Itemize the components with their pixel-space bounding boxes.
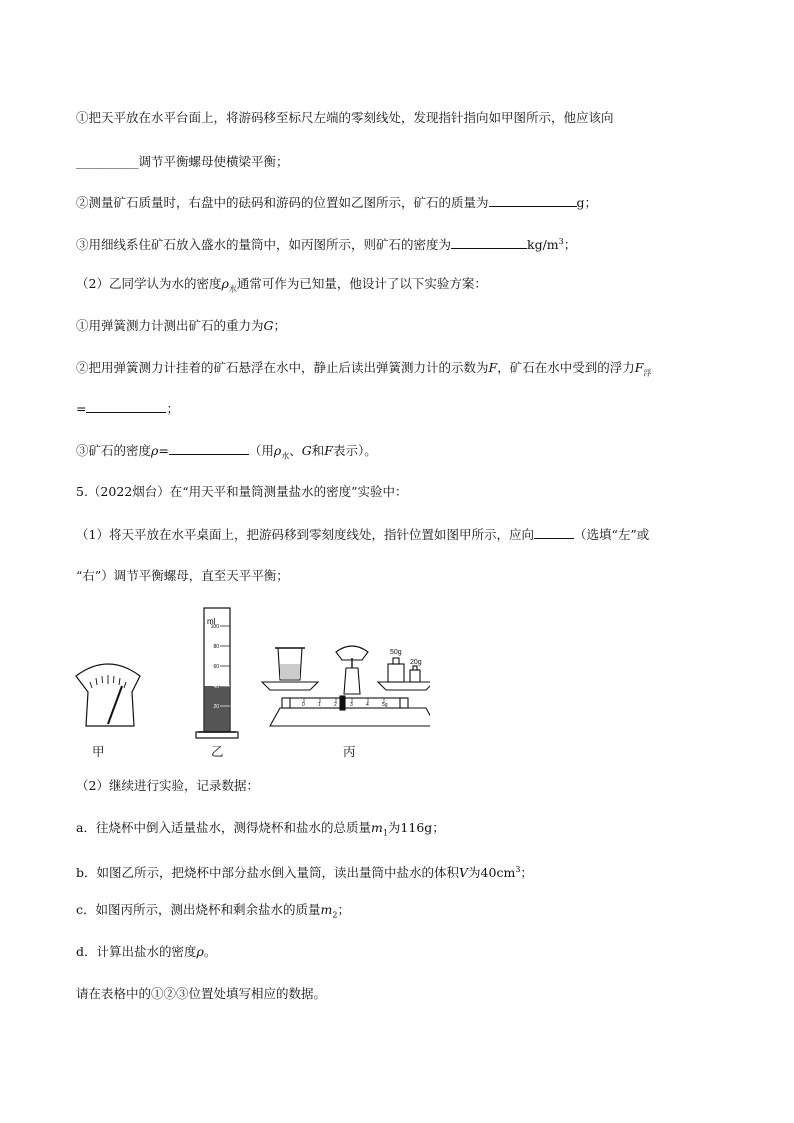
caption-yi: 乙	[211, 744, 224, 759]
text: ③用细线系住矿石放入盛水的量筒中，如丙图所示，则矿石的密度为	[76, 237, 452, 253]
q5-step-b	[76, 862, 533, 881]
text: ②测量矿石质量时，右盘中的砝码和游码的位置如乙图所示，矿石的质量为	[76, 195, 489, 210]
weight-label-20g: 20g	[410, 659, 422, 666]
q5-title-line	[76, 484, 408, 500]
text: （选填“左”或	[573, 527, 650, 542]
dial-jia	[76, 664, 140, 726]
text: （2）乙同学认为水的密度	[76, 276, 222, 291]
text: ③矿石的密度	[76, 443, 152, 458]
scale-label: 0	[302, 702, 305, 708]
answer-blank[interactable]	[534, 526, 574, 539]
answer-blank[interactable]	[451, 236, 527, 249]
q2-intro-line	[76, 276, 487, 298]
q5-part1-line	[76, 526, 649, 543]
subscript: 水	[228, 284, 237, 294]
q5-step-c	[76, 902, 350, 924]
subscript: 浮	[643, 368, 652, 378]
cylinder-unit: ml	[207, 617, 216, 626]
text: ①用弹簧测力计测出矿石的重力为	[76, 318, 264, 333]
weight-label-50g: 50g	[390, 649, 402, 656]
text: ；	[563, 237, 577, 253]
q2-step3-line	[76, 442, 377, 465]
dial-body	[76, 664, 140, 726]
text: ，矿石在水中受到的浮力	[497, 360, 635, 375]
answer-blank[interactable]	[86, 400, 166, 413]
right-pan	[378, 682, 430, 690]
tick-label: 40	[213, 684, 219, 690]
text: 通常可作为已知量，他设计了以下实验方案：	[236, 276, 487, 291]
var-m: m	[370, 820, 383, 835]
q-step1-line2	[76, 154, 289, 170]
text: d．计算出盐水的密度	[76, 944, 197, 959]
text: ；	[166, 401, 179, 416]
text: a．往烧杯中倒入适量盐水，测得烧杯和盐水的总质量	[76, 820, 371, 835]
text: 为40cm	[468, 865, 516, 881]
q2-step2-line2	[76, 400, 179, 417]
scale-label: 5g	[382, 702, 388, 708]
answer-blank[interactable]: __________	[76, 154, 139, 169]
dial-ticks	[90, 675, 126, 688]
subscript: 1	[382, 828, 388, 838]
var-F-buoy: F	[634, 360, 644, 375]
q-step3-line	[76, 234, 576, 253]
left-pan	[262, 682, 318, 690]
rho-symbol: ρ	[273, 443, 282, 458]
text: （2）继续进行实验，记录数据：	[76, 778, 259, 793]
q5-instruction	[76, 986, 326, 1002]
var-F: F	[488, 360, 498, 375]
center-dial	[336, 646, 368, 660]
var-G: G	[263, 318, 274, 333]
scale-label: 2	[334, 702, 337, 708]
var-V: V	[459, 865, 469, 881]
exponent: 3	[558, 237, 564, 246]
answer-blank[interactable]	[169, 442, 249, 455]
subscript: 水	[281, 451, 290, 461]
text: 、	[289, 443, 302, 458]
tick-label: 100	[210, 624, 219, 630]
text: “右”）调节平衡螺母，直至天平平衡；	[76, 568, 289, 583]
caption-jia: 甲	[92, 744, 105, 759]
text: ；	[520, 865, 533, 881]
tick-label: 60	[213, 664, 219, 670]
scale-label: 4	[366, 702, 369, 708]
text: =	[76, 401, 87, 416]
text: 。	[203, 944, 217, 959]
text: 调节平衡螺母使横梁平衡；	[138, 154, 289, 169]
measuring-cylinder	[196, 608, 238, 738]
weight-50g	[388, 664, 404, 682]
q5-step-a	[76, 820, 445, 842]
text: g；	[576, 195, 598, 210]
unit: kg/m	[527, 237, 559, 253]
rho-symbol: ρ	[221, 276, 229, 291]
text: b．如图乙所示，把烧杯中部分盐水倒入量筒，读出量筒中盐水的体积	[76, 865, 460, 881]
q2-step1-line	[76, 318, 286, 334]
subscript: 2	[332, 910, 338, 920]
text: 5.（2022烟台）在“用天平和量筒测量盐水的密度”实验中：	[76, 484, 408, 499]
tick-label: 20	[213, 704, 219, 710]
text: （1）将天平放在水平桌面上，把游码移到零刻度线处，指针位置如图甲所示，应向	[76, 527, 534, 542]
weight-20g	[410, 670, 420, 682]
caption-bing: 丙	[343, 744, 356, 759]
text: ②把用弹簧测力计挂着的矿石悬浮在水中，静止后读出弹簧测力计的示数为	[76, 360, 489, 375]
beaker-liquid	[280, 664, 300, 679]
q5-part1-line2	[76, 568, 289, 584]
balance-bing	[262, 646, 430, 726]
rho-symbol: ρ	[151, 443, 159, 458]
var-m: m	[320, 902, 333, 917]
var-G: G	[301, 443, 312, 458]
scale-label: 1	[318, 702, 321, 708]
text: （用	[248, 443, 274, 458]
figure-svg	[70, 600, 430, 760]
experiment-figure	[70, 600, 430, 760]
tick-label: 80	[213, 644, 219, 650]
exponent: 3	[515, 865, 521, 874]
pillar	[344, 668, 360, 694]
text: =	[158, 443, 169, 458]
q-step1-line	[76, 110, 614, 126]
text: 和	[311, 443, 325, 458]
text: ；	[337, 902, 350, 917]
text: c．如图丙所示，测出烧杯和剩余盐水的质量	[76, 902, 321, 917]
q-step2-line	[76, 194, 597, 211]
dial-pointer	[108, 686, 122, 724]
text: ①把天平放在水平台面上，将游码移至标尺左端的零刻线处，发现指针指向如甲图所示，他应该向	[76, 110, 614, 125]
text: 为116g；	[387, 820, 445, 835]
scale-label: 3	[350, 702, 353, 708]
text: 请在表格中的①②③位置处填写相应的数据。	[76, 986, 327, 1001]
q5-step-d	[76, 944, 216, 960]
var-F: F	[324, 443, 333, 458]
q5-part2-line	[76, 778, 259, 794]
balance-base	[270, 708, 430, 726]
text: 表示）。	[332, 443, 377, 458]
text: ；	[273, 318, 287, 333]
q2-step2-line	[76, 360, 651, 382]
answer-blank[interactable]	[489, 194, 577, 207]
rho-symbol: ρ	[196, 944, 204, 959]
rider	[340, 696, 345, 710]
